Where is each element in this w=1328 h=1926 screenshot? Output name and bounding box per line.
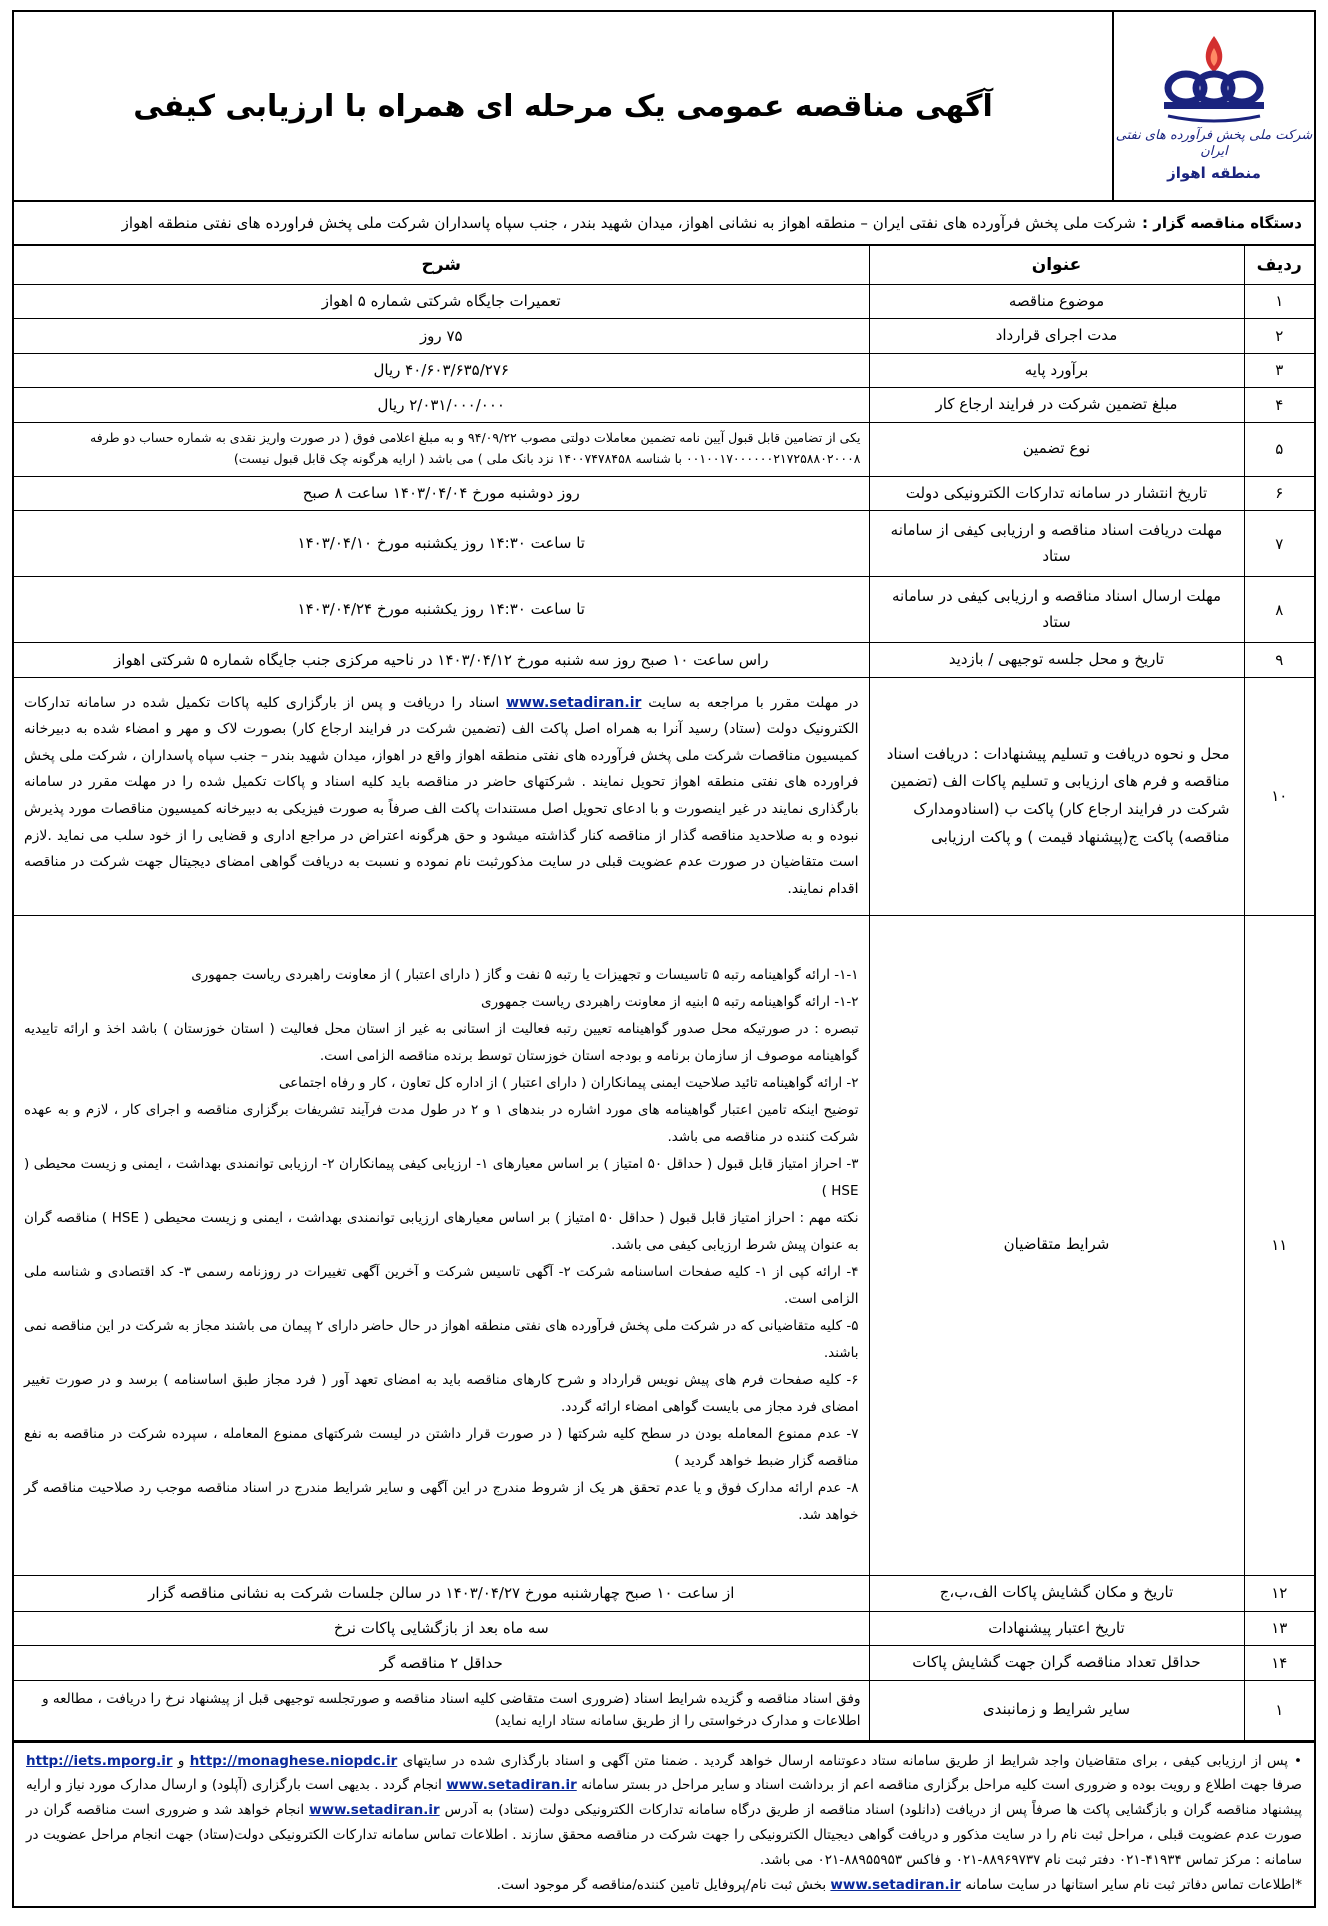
row-number: ۲ <box>1244 319 1314 354</box>
row-description-body: اسناد را دریافت و پس از بارگزاری کلیه پاکات تکمیل شده در سامانه تدارکات الکترونیک دولت (ستاد) رسید آنرا به همراه اصل پاکت الف (تضمین شرکت در فرایند ارجاع کار) بصورت لاک و مهر و امضاء شده به دبیرخانه کمیسیون مناقصات شرکت ملی پخش فرآورده های نفتی منطقه اهواز واقع در اهواز، میدان شهید بندر – جنب سپاه پاسداران ، شرکت ملی پخش فراورده های نفتی منطقه اهواز تحویل نمایند . شرکتهای حاضر در مناقصه باید کلیه اسناد و پاکات تکمیل شده را در مهلت مقرر در سامانه بارگذاری نمایند در غیر اینصورت و با ادعای تحویل اصل مستندات پاکت الف صرفاً به صورت فیزیکی به دبیرخانه کمیسیون مناقصات مورد پذیرش نبوده و به صلاحدید مناقصه گذار از مناقصه کنار گذاشته میشود و حق هرگونه اعتراض در مراجع اداری و قضایی را از خود سلب می نماید .لازم است متقاضیان در صورت عدم عضویت قبلی در سایت مذکورثبت نام نموده و نسبت به دریافت گواهی امضای دیجیتال جهت شرکت در مناقصه اقدام نمایند. <box>24 694 859 897</box>
row-number: ۱۰ <box>1244 677 1314 915</box>
row-number: ۱۳ <box>1244 1611 1314 1646</box>
row-description-intro: در مهلت مقرر با مراجعه به سایت <box>648 694 859 711</box>
table-row <box>14 1575 1314 1611</box>
row-number: ۱۴ <box>1244 1646 1314 1681</box>
row-number: ۸ <box>1244 577 1314 643</box>
table-row <box>14 915 1314 1575</box>
row-description: وفق اسناد مناقصه و گزیده شرایط اسناد (ضروری است متقاضی کلیه اسناد مناقصه و صورتجلسه توجیهی قبل از پیشنهاد نرخ را دریافت ، مطالعه و اطلاعات و مدارک درخواستی را از طریق سامانه ستاد ارایه نماید) <box>14 1680 869 1740</box>
list-item: توضیح اینکه تامین اعتبار گواهینامه های مورد اشاره در بندهای ۱ و ۲ در طول مدت فرآیند تشریفات برگزاری مناقصه و اجرای کار ، لازم و به عهده شرکت کننده در مناقصه می باشد. <box>24 1101 859 1145</box>
table-row <box>14 353 1314 388</box>
row-number: ۶ <box>1244 476 1314 511</box>
list-item: ۲- ارائه گواهینامه تائید صلاحیت ایمنی پیمانکاران ( دارای اعتبار ) از اداره کل تعاون ، کار و رفاه اجتماعی <box>278 1074 859 1091</box>
bullet-icon: • <box>1294 1752 1302 1769</box>
list-item: ۳- احراز امتیاز قابل قبول ( حداقل ۵۰ امتیاز ) بر اساس معیارهای ۱- ارزیابی کیفی پیمانکاران ۲- ارزیابی توانمندی بهداشت ، ایمنی و زیست محیطی ( HSE ) <box>24 1155 859 1199</box>
company-logo <box>1112 12 1314 200</box>
tender-details-table <box>14 246 1314 1741</box>
table-row <box>14 643 1314 678</box>
conditions-list <box>14 915 869 1575</box>
organizer-line <box>14 202 1314 246</box>
logo-company-name: شرکت ملی پخش فرآورده های نفتی ایران <box>1115 128 1313 159</box>
list-item: ۷- عدم ممنوع المعامله بودن در سطح کلیه شرکتها ( در صورت قرار داشتن در لیست شرکتهای ممنوع المعامله ، سپرده شرکت در مناقصه به نفع مناقصه گزار ضبط خواهد گردید ) <box>24 1425 859 1469</box>
row-description: سه ماه بعد از بازگشایی پاکات نرخ <box>14 1611 869 1646</box>
logo-region-name: منطقه اهواز <box>1167 163 1261 182</box>
table-row <box>14 577 1314 643</box>
row-title: محل و نحوه دریافت و تسلیم پیشنهادات : دریافت اسناد مناقصه و فرم های ارزیابی و تسلیم پاکات الف (تضمین شرکت در فرایند ارجاع کار) پاکت ب (اسنادومدارک مناقصه) پاکت ج(پیشنهاد قیمت ) و پاکت ارزیابی <box>869 677 1244 915</box>
row-description: تا ساعت ۱۴:۳۰ روز یکشنبه مورخ ۱۴۰۳/۰۴/۱۰ <box>14 511 869 577</box>
footer-text: صرفا جهت اطلاع و رویت بوده و ضروری است کلیه مراحل برگزاری مناقصه اعم از برداشت اسناد و سایر مراحل در بستر سامانه <box>581 1777 1303 1794</box>
row-title: نوع تضمین <box>869 422 1244 476</box>
list-item: ۱-۱- ارائه گواهینامه رتبه ۵ تاسیسات و تجهیزات یا رتبه ۵ نفت و گاز ( دارای اعتبار ) از معاونت راهبردی ریاست جمهوری <box>191 966 859 983</box>
row-title: تاریخ و مکان گشایش پاکات الف،ب،ج <box>869 1575 1244 1611</box>
row-number: ۱۲ <box>1244 1575 1314 1611</box>
notice-header <box>14 12 1314 202</box>
table-row <box>14 388 1314 423</box>
row-title: مهلت دریافت اسناد مناقصه و ارزیابی کیفی از سامانه ستاد <box>869 511 1244 577</box>
footer-text: انجام خواهد شد و ضروری است مناقصه گران در صورت عدم عضویت قبلی ، مراحل ثبت نام را در سایت مذکور و دریافت گواهی دیجیتال الکترونیکی را جهت شرکت در مناقصه محقق سازند . اطلاعات تماس سامانه تدارکات الکترونیکی دولت(ستاد) جهت انجام مراحل عضویت در سامانه : مرکز تماس ۴۱۹۳۴-۰۲۱ دفتر ثبت نام ۸۸۹۶۹۷۳۷-۰۲۱ و فاکس ۸۸۹۵۵۹۵۳-۰۲۱ می باشد. <box>26 1802 1302 1869</box>
list-item: ۵- کلیه متقاضیانی که در شرکت ملی پخش فرآورده های نفتی منطقه اهواز در حال حاضر دارای ۲ پیمان می باشند مجاز به شرکت در این مناقصه نمی باشند. <box>24 1317 859 1361</box>
footer-text: *اطلاعات تماس دفاتر ثبت نام سایر استانها در سایت سامانه <box>965 1877 1302 1894</box>
list-item: ۸- عدم ارائه مدارک فوق و یا عدم تحقق هر یک از شروط مندرج در این آگهی و سایر شرایط مندرج در اسناد مناقصه موجب رد صلاحیت مناقصه گر خواهد شد. <box>24 1479 859 1523</box>
organizer-label: دستگاه مناقصه گزار : <box>1141 214 1302 232</box>
notice-footer <box>12 1743 1316 1909</box>
column-header-description: شرح <box>14 246 869 284</box>
table-row <box>14 319 1314 354</box>
row-title: سایر شرایط و زمانبندی <box>869 1680 1244 1740</box>
table-row <box>14 284 1314 319</box>
table-row <box>14 511 1314 577</box>
footer-paragraph <box>26 1749 1302 1874</box>
row-title: تاریخ اعتبار پیشنهادات <box>869 1611 1244 1646</box>
footer-text: و <box>177 1752 185 1769</box>
row-description: تا ساعت ۱۴:۳۰ روز یکشنبه مورخ ۱۴۰۳/۰۴/۲۴ <box>14 577 869 643</box>
table-row <box>14 1611 1314 1646</box>
row-number: ۹ <box>1244 643 1314 678</box>
table-row <box>14 1680 1314 1740</box>
row-description: ۴۰/۶۰۳/۶۳۵/۲۷۶ ریال <box>14 353 869 388</box>
row-title: برآورد پایه <box>869 353 1244 388</box>
row-number: ۳ <box>1244 353 1314 388</box>
row-title: موضوع مناقصه <box>869 284 1244 319</box>
row-title: مبلغ تضمین شرکت در فرایند ارجاع کار <box>869 388 1244 423</box>
row-description <box>14 677 869 915</box>
title-area <box>14 12 1112 200</box>
page-title: آگهی مناقصه عمومی یک مرحله ای همراه با ارزیابی کیفی <box>133 88 993 124</box>
row-title: حداقل تعداد مناقصه گران جهت گشایش پاکات <box>869 1646 1244 1681</box>
table-row <box>14 422 1314 476</box>
setadiran-link[interactable]: www.setadiran.ir <box>309 1802 440 1819</box>
table-row <box>14 1646 1314 1681</box>
row-number: ۴ <box>1244 388 1314 423</box>
row-number: ۱ <box>1244 284 1314 319</box>
iets-link[interactable]: http://iets.mporg.ir <box>26 1752 173 1769</box>
footer-text: بخش ثبت نام/پروفایل تامین کننده/مناقصه گر موجود است. <box>496 1877 827 1894</box>
monaghese-link[interactable]: http://monaghese.niopdc.ir <box>189 1752 398 1769</box>
row-description: راس ساعت ۱۰ صبح روز سه شنبه مورخ ۱۴۰۳/۰۴/۱۲ در ناحیه مرکزی جنب جایگاه شماره ۵ شرکتی اهواز <box>14 643 869 678</box>
row-description: یکی از تضامین قابل قبول آیین نامه تضمین معاملات دولتی مصوب ۹۴/۰۹/۲۲ و به مبلغ اعلامی فوق ( در صورت واریز نقدی به شماره حساب دو طرفه ۰۰۱۰۰۱۷۰۰۰۰۰۰۲۱۷۲۵۸۸۰۲۰۰۰۸ با شناسه ۱۴۰۰۷۴۷۸۴۵۸ نزد بانک ملی ) می باشد ( ارایه هرگونه چک قابل قبول نیست) <box>14 422 869 476</box>
organizer-text: شرکت ملی پخش فرآورده های نفتی ایران – منطقه اهواز به نشانی اهواز، میدان شهید بندر ، جنب سپاه پاسداران شرکت ملی پخش فراورده های نفتی منطقه اهواز <box>121 214 1136 232</box>
column-header-number: ردیف <box>1244 246 1314 284</box>
list-item: نکته مهم : احراز امتیاز قابل قبول ( حداقل ۵۰ امتیاز ) بر اساس معیارهای ارزیابی توانمندی بهداشت ، ایمنی و زیست محیطی ( HSE ) مناقصه گران به عنوان پیش شرط ارزیابی کیفی می باشد. <box>24 1209 859 1253</box>
list-item: ۴- ارائه کپی از ۱- کلیه صفحات اساسنامه شرکت ۲- آگهی تاسیس شرکت و آخرین آگهی تغییرات در روزنامه رسمی ۳- کد اقتصادی و شناسه ملی الزامی است. <box>24 1263 859 1307</box>
row-number: ۱ <box>1244 1680 1314 1740</box>
setadiran-link[interactable]: www.setadiran.ir <box>830 1877 961 1894</box>
column-header-title: عنوان <box>869 246 1244 284</box>
list-item: تبصره : در صورتیکه محل صدور گواهینامه تعیین رتبه فعالیت از استانی به غیر از استان محل فعالیت ( استان خوزستان ) باشد اخذ و ارائه تاییدیه گواهینامه موصوف از سازمان برنامه و بودجه استان خوزستان توسط برنده مناقصه الزامی است. <box>24 1020 859 1064</box>
row-description: حداقل ۲ مناقصه گر <box>14 1646 869 1681</box>
table-header-row <box>14 246 1314 284</box>
table-row <box>14 476 1314 511</box>
table-row <box>14 677 1314 915</box>
setadiran-link[interactable]: www.setadiran.ir <box>446 1777 577 1794</box>
row-title: مدت اجرای قرارداد <box>869 319 1244 354</box>
row-title: مهلت ارسال اسناد مناقصه و ارزیابی کیفی در سامانه ستاد <box>869 577 1244 643</box>
row-number: ۵ <box>1244 422 1314 476</box>
row-description: تعمیرات جایگاه شرکتی شماره ۵ اهواز <box>14 284 869 319</box>
list-item: ۱-۲- ارائه گواهینامه رتبه ۵ ابنیه از معاونت راهبردی ریاست جمهوری <box>481 993 859 1010</box>
row-description: از ساعت ۱۰ صبح چهارشنبه مورخ ۱۴۰۳/۰۴/۲۷ در سالن جلسات شرکت به نشانی مناقصه گزار <box>14 1575 869 1611</box>
row-number: ۱۱ <box>1244 915 1314 1575</box>
setadiran-link[interactable]: www.setadiran.ir <box>506 694 642 711</box>
footer-text: انجام گردد . بدیهی است بارگزاری (آپلود) و ارسال مدارک مورد نیاز و ارایه پیشنهاد مناقصه گران و بازگشایی پاکت ها صرفاً پس از دریافت (دانلود) اسناد مناقصه از طریق درگاه سامانه تدارکات الکترونیکی دولت (ستاد) به آدرس <box>26 1777 1302 1819</box>
footer-note <box>26 1873 1302 1898</box>
row-description: روز دوشنبه مورخ ۱۴۰۳/۰۴/۰۴ ساعت ۸ صبح <box>14 476 869 511</box>
row-title: تاریخ و محل جلسه توجیهی / بازدید <box>869 643 1244 678</box>
row-description: ۷۵ روز <box>14 319 869 354</box>
row-title: تاریخ انتشار در سامانه تدارکات الکترونیکی دولت <box>869 476 1244 511</box>
flame-logo-icon <box>1154 30 1274 126</box>
notice-frame <box>12 10 1316 1743</box>
row-number: ۷ <box>1244 511 1314 577</box>
footer-text: پس از ارزیابی کیفی ، برای متقاضیان واجد شرایط از طریق سامانه ستاد دعوتنامه ارسال خواهد گردید . ضمنا متن آگهی و اسناد بارگذاری شده در سایتهای <box>402 1752 1289 1769</box>
list-item: ۶- کلیه صفحات فرم های پیش نویس قرارداد و شرح کارهای مناقصه باید به امضای تعهد آور ( فرد مجاز طبق اساسنامه ) برسد و در صورت تغییر امضای فرد مجاز می بایست گواهی امضاء ارائه گردد. <box>24 1371 859 1415</box>
row-title: شرایط متقاضیان <box>869 915 1244 1575</box>
row-description: ۲/۰۳۱/۰۰۰/۰۰۰ ریال <box>14 388 869 423</box>
